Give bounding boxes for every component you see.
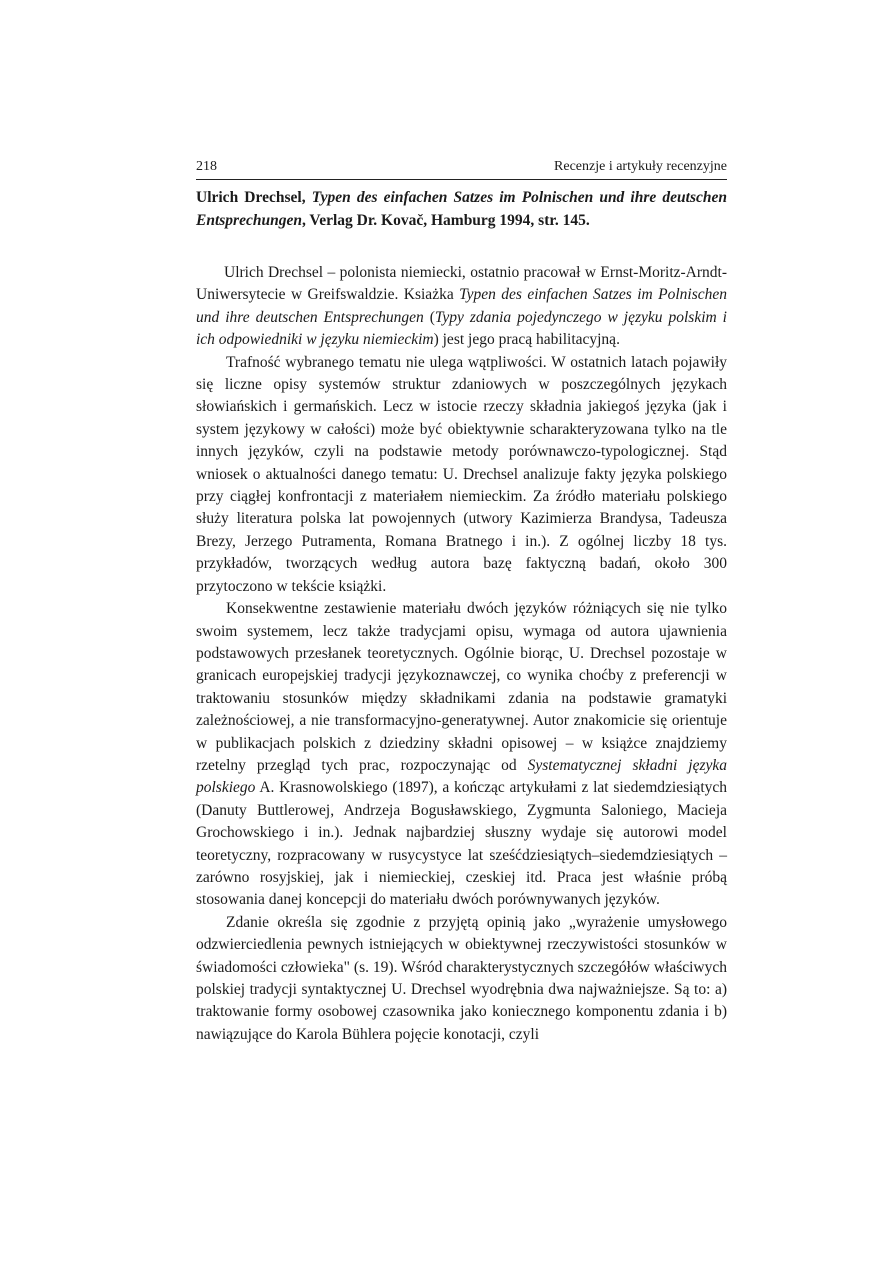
paragraph-4: Zdanie określa się zgodnie z przyjętą opinią jako „wyrażenie umysłowego odzwierciedlenia pewnych istniejących w obiektywnej rzeczywistości stosunków w świadomości człowieka" (s. 19). Wśród charakterystycznych szczegółów właściwych polskiej tradycji syntaktycznej U. Drechsel wyodrębnia dwa najważniejsze. Są to: a) traktowanie formy osobowej czasownika jako koniecznego komponentu zdania i b) nawiązujące do Karola Bühlera pojęcie konotacji, czyli <box>196 913 727 1043</box>
citation-title: Typen des einfachen Satzes im Polnischen und ihre deutschen Entsprechungen <box>196 189 727 229</box>
paragraph-1 <box>196 262 727 352</box>
paragraph-1-text: Ulrich Drechsel – polonista niemiecki, ostatnio pracował w Ernst-Moritz-Arndt-Uniwersytecie w Greifswaldzie. Ksiażka <box>196 264 727 304</box>
bibliographic-heading <box>196 186 727 232</box>
review-body <box>196 262 727 1046</box>
paragraph-3-text: Konsekwentne zestawienie materiału dwóch języków różniących się nie tylko swoim systemem, lecz także tradycjami opisu, wymaga od autora ujawnienia podstawowych przesłanek teoretycznych. Ogólnie biorąc, U. Drechsel pozostaje w granicach europejskiej tradycji językoznawczej, co wynika choćby z preferencji w traktowaniu stosunków między składnikami zdania na podstawie gramatyki zależnościowej, a nie transformacyjno-generatywnej. Autor znakomicie się orientuje w publikacjach polskich z dziedziny składni opisowej – w książce znajdziemy rzetelny przegląd tych prac, rozpoczynając od <box>196 600 727 774</box>
citation-publisher: , Verlag Dr. Kovač, Hamburg 1994, str. 145. <box>301 212 590 229</box>
paragraph-2: Trafność wybranego tematu nie ulega wątpliwości. W ostatnich latach pojawiły się liczne opisy systemów struktur zdaniowych w poszczególnych językach słowiańskich i germańskich. Lecz w istocie rzeczy składnia jakiegoś języka (jak i system językowy w całości) może być obiektywnie scharakteryzowana tylko na tle innych języków, czyli na podstawie metody porównawczo-typologicznej. Stąd wniosek o aktualności danego tematu: U. Drechsel analizuje fakty języka polskiego przy ciągłej konfrontacji z materiałem niemieckim. Za źródło materiału polskiego służy literatura polska lat powojennych (utwory Kazimierza Brandysa, Tadeusza Brezy, Jerzego Putramenta, Romana Bratnego i in.). Z ogólnej liczby 18 tys. przykładów, tworzących według autora bazę faktyczną badań, około 300 przytoczono w tekście książki. <box>196 353 727 595</box>
book-title-polish: Typy zdania pojedynczego w języku polskim i ich odpowiedniki w języku niemieckim <box>196 308 727 349</box>
section-title: Recenzje i artykuły recenzyjne <box>554 159 727 174</box>
book-title-german: Typen des einfachen Satzes im Polnischen und ihre deutschen Entsprechungen <box>196 286 727 326</box>
cited-work-title: Systematycznej składni języka polskiego <box>196 756 728 797</box>
paragraph-3 <box>196 598 727 912</box>
paragraph-1-text: ) jest jego pracą habilitacyjną. <box>433 331 620 349</box>
citation-author: Ulrich Drechsel, <box>196 189 306 206</box>
running-header <box>196 157 727 180</box>
page-number: 218 <box>196 159 217 174</box>
paragraph-1-text: ( <box>423 308 435 326</box>
paragraph-3-text: A. Krasnowolskiego (1897), a kończąc artykułami z lat siedemdziesiątych (Danuty Buttlerowej, Andrzeja Bogusławskiego, Zygmunta Saloniego, Macieja Grochowskiego i in.). Jednak najbardziej słuszny wydaje się autorowi model teoretyczny, rozpracowany w rusycystyce lat sześćdziesiątych–siedemdziesiątych – zarówno rosyjskiej, jak i niemieckiej, czeskiej itd. Praca jest właśnie próbą stosowania danej koncepcji do materiału dwóch porównywanych języków. <box>196 779 727 909</box>
